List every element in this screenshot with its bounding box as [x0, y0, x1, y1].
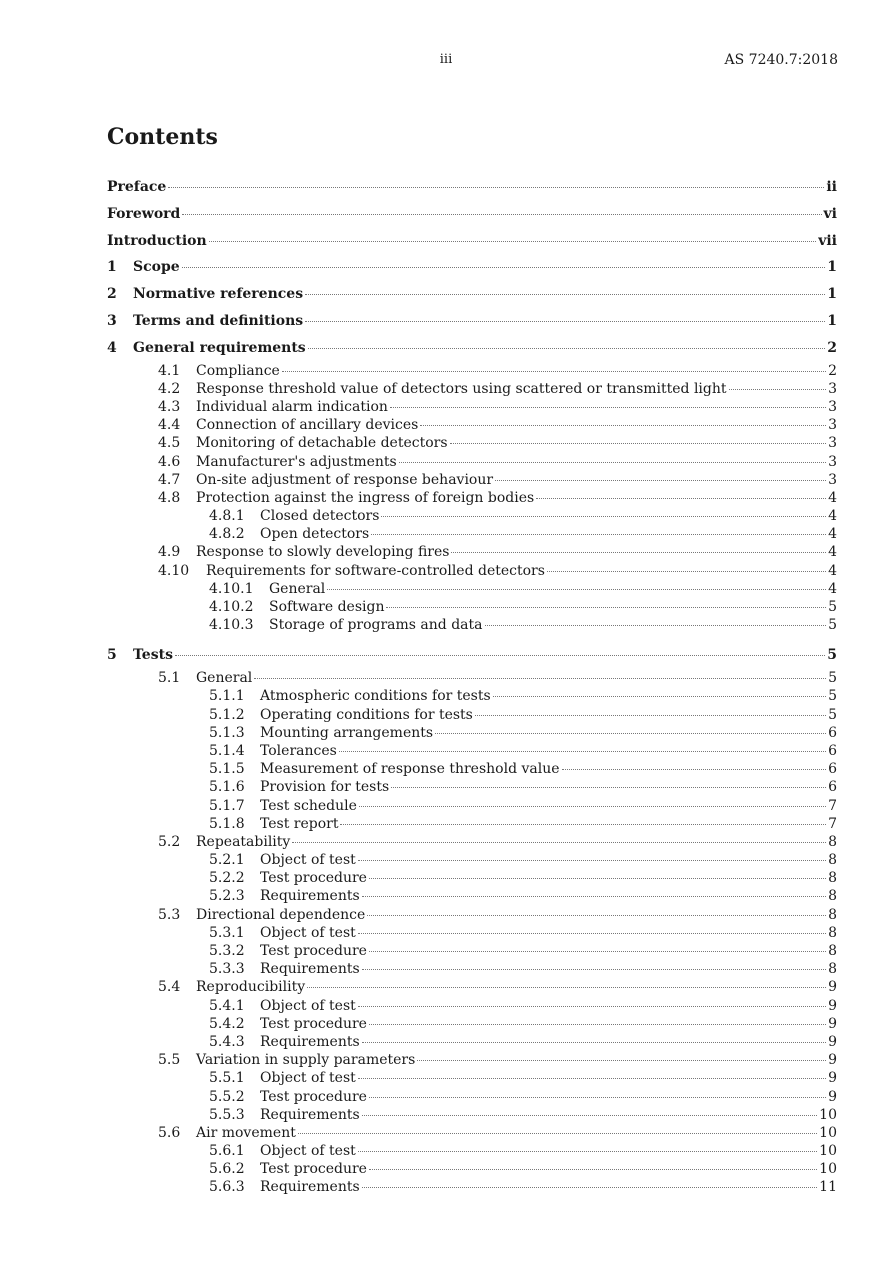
- toc-entry-page: 1: [827, 286, 837, 303]
- toc-entry-label: Preface: [107, 179, 167, 195]
- toc-entry[interactable]: [107, 887, 837, 905]
- toc-entry[interactable]: [107, 760, 837, 778]
- dot-leader: [369, 1024, 826, 1025]
- toc-entry-label: Test procedure: [260, 870, 367, 887]
- toc-entry-label: Requirements: [260, 961, 360, 978]
- toc-entry-number: 5.2.1: [209, 852, 245, 869]
- toc-entry-label: Manufacturer's adjustments: [196, 453, 397, 470]
- toc-entry-page: 9: [828, 1088, 837, 1105]
- toc-entry-label: Test procedure: [260, 1161, 367, 1178]
- toc-entry[interactable]: [107, 616, 837, 634]
- toc-entry-label: Test report: [260, 815, 339, 832]
- dot-leader: [254, 678, 826, 679]
- toc-entry-page: 3: [828, 398, 837, 415]
- toc-entry-label: Normative references: [133, 286, 304, 303]
- toc-entry-label: Terms and definitions: [133, 312, 304, 329]
- dot-leader: [420, 425, 826, 426]
- toc-entry-number: 5.1.4: [209, 742, 245, 759]
- dot-leader: [451, 552, 826, 553]
- dot-leader: [493, 696, 826, 697]
- toc-entry-label: General: [196, 670, 253, 687]
- toc-entry-label: Introduction: [107, 232, 207, 249]
- toc-entry-label: Directional dependence: [196, 906, 366, 923]
- toc-entry-number: 5.1.2: [209, 706, 245, 723]
- dot-leader: [298, 1133, 817, 1134]
- toc-entry-page: ii: [826, 179, 837, 195]
- dot-leader: [369, 1169, 817, 1170]
- toc-entry-number: 4.8.1: [209, 508, 245, 525]
- toc-entry-number: 5.4.2: [209, 1015, 245, 1032]
- toc-entry[interactable]: [107, 997, 837, 1015]
- toc-entry[interactable]: [107, 669, 837, 687]
- page-number: iii: [439, 52, 453, 67]
- toc-entry-label: Monitoring of detachable detectors: [196, 435, 448, 452]
- toc-entry-page: 2: [827, 339, 837, 356]
- toc-entry[interactable]: [107, 687, 837, 705]
- dot-leader: [562, 769, 827, 770]
- dot-leader: [369, 951, 826, 952]
- dot-leader: [209, 241, 817, 242]
- dot-leader: [371, 534, 826, 535]
- dot-leader: [485, 625, 827, 626]
- toc-entry-page: 2: [828, 362, 837, 379]
- toc-entry-number: 5.2.2: [209, 870, 245, 887]
- toc-entry[interactable]: [107, 201, 837, 228]
- toc-entry-number: 5.6.3: [209, 1179, 245, 1196]
- toc-entry-label: Test schedule: [260, 797, 357, 814]
- toc-entry-page: 4: [828, 580, 837, 597]
- dot-leader: [182, 214, 821, 215]
- toc-entry[interactable]: [107, 778, 837, 796]
- toc-entry-number: 5: [107, 647, 117, 664]
- toc-entry-page: 9: [828, 1070, 837, 1087]
- toc-entry-page: 4: [828, 544, 837, 561]
- toc-entry-page: 3: [828, 471, 837, 488]
- toc-entry-number: 4.8: [158, 489, 181, 506]
- dot-leader: [305, 294, 825, 295]
- dot-leader: [399, 462, 826, 463]
- toc-entry-number: 1: [107, 259, 117, 276]
- toc-entry-label: Open detectors: [260, 526, 370, 543]
- toc-entry-number: 4.10.2: [209, 599, 254, 616]
- toc-entry-label: Protection against the ingress of foreign bodies: [196, 489, 535, 506]
- toc-entry-number: 4.9: [158, 544, 181, 561]
- toc-entry-number: 5.3: [158, 906, 181, 923]
- toc-entry[interactable]: [107, 598, 837, 616]
- toc-entry-page: 8: [828, 833, 837, 850]
- toc-entry[interactable]: [107, 489, 837, 507]
- toc-entry[interactable]: [107, 1015, 837, 1033]
- toc-entry-label: Mounting arrangements: [260, 724, 434, 741]
- dot-leader: [362, 896, 826, 897]
- toc-entry-label: Foreword: [107, 205, 181, 222]
- toc-entry-page: 8: [828, 961, 837, 978]
- toc-entry-page: 6: [828, 724, 837, 741]
- toc-entry-page: 9: [828, 1015, 837, 1032]
- toc-entry-page: 5: [828, 617, 837, 634]
- toc-entry-number: 4.7: [158, 471, 181, 488]
- toc-entry-label: Repeatability: [196, 833, 291, 850]
- toc-entry-page: 4: [828, 562, 837, 579]
- toc-entry[interactable]: [107, 960, 837, 978]
- toc-entry-label: Object of test: [260, 852, 356, 869]
- dot-leader: [340, 824, 826, 825]
- toc-entry-number: 2: [107, 286, 117, 303]
- dot-leader: [536, 498, 826, 499]
- dot-leader: [475, 715, 826, 716]
- toc-entry-label: Air movement: [196, 1124, 296, 1141]
- toc-entry-page: 11: [819, 1179, 837, 1196]
- toc-entry[interactable]: [107, 281, 837, 308]
- toc-entry-number: 5.5: [158, 1052, 181, 1069]
- toc-entry-page: 10: [819, 1124, 837, 1141]
- dot-leader: [308, 348, 826, 349]
- toc-entry-label: Requirements: [260, 1033, 360, 1050]
- toc-entry-page: 8: [828, 852, 837, 869]
- toc-entry[interactable]: [107, 543, 837, 561]
- dot-leader: [369, 1097, 826, 1098]
- toc-entry-page: 3: [828, 453, 837, 470]
- toc-entry-label: Requirements: [260, 1179, 360, 1196]
- toc-entry-number: 4.5: [158, 435, 181, 452]
- toc-entry-label: Object of test: [260, 1070, 356, 1087]
- toc-entry[interactable]: [107, 906, 837, 924]
- dot-leader: [362, 969, 826, 970]
- toc-entry-label: Closed detectors: [260, 508, 380, 525]
- toc-entry[interactable]: [107, 1160, 837, 1178]
- toc-entry-page: 10: [819, 1106, 837, 1123]
- toc-entry-page: 8: [828, 924, 837, 941]
- toc-entry[interactable]: [107, 254, 837, 281]
- toc-entry[interactable]: [107, 562, 837, 580]
- toc-entry-label: Response threshold value of detectors using scattered or transmitted light: [196, 380, 727, 397]
- toc-entry[interactable]: [107, 1142, 837, 1160]
- toc-entry-number: 5.2.3: [209, 888, 245, 905]
- toc-entry-number: 4.10: [158, 562, 190, 579]
- toc-entry-number: 5.1.5: [209, 761, 245, 778]
- toc-entry-page: 3: [828, 435, 837, 452]
- dot-leader: [362, 1187, 818, 1188]
- toc-entry[interactable]: [107, 1178, 837, 1196]
- toc-entry-label: Test procedure: [260, 1015, 367, 1032]
- toc-entry-page: 8: [828, 943, 837, 959]
- toc-entry-page: 8: [828, 906, 837, 923]
- toc-entry-number: 5.1: [158, 670, 181, 687]
- toc-entry-number: 5.5.1: [209, 1070, 245, 1087]
- toc-entry-page: 5: [828, 688, 837, 705]
- dot-leader: [327, 589, 826, 590]
- toc-entry-number: 5.1.3: [209, 724, 245, 741]
- toc-entry-label: Object of test: [260, 924, 356, 941]
- toc-entry-label: Compliance: [196, 362, 280, 379]
- toc-entry-page: 6: [828, 761, 837, 778]
- toc-entry-page: 7: [828, 797, 837, 814]
- dot-leader: [391, 787, 826, 788]
- toc-entry-number: 5.1.1: [209, 688, 245, 705]
- toc-entry-label: On-site adjustment of response behaviour: [196, 471, 494, 488]
- toc-entry-label: Tolerances: [260, 742, 337, 759]
- toc-entry-label: Test procedure: [260, 1088, 367, 1105]
- toc-entry[interactable]: [107, 1051, 837, 1069]
- dot-leader: [182, 267, 826, 268]
- toc-entry-label: Requirements for software-controlled detectors: [206, 562, 545, 579]
- toc-entry-label: Software design: [269, 599, 385, 616]
- toc-entry[interactable]: [107, 525, 837, 543]
- toc-entry-number: 4.2: [158, 380, 181, 397]
- dot-leader: [358, 1006, 826, 1007]
- toc-entry-number: 4.4: [158, 417, 181, 434]
- dot-leader: [547, 571, 826, 572]
- dot-leader: [358, 1078, 826, 1079]
- toc-entry-number: 5.6: [158, 1124, 181, 1141]
- dot-leader: [168, 187, 824, 188]
- toc-entry-label: Connection of ancillary devices: [196, 417, 419, 434]
- toc-entry-number: 4.3: [158, 398, 181, 415]
- dot-leader: [367, 915, 826, 916]
- dot-leader: [362, 1042, 826, 1043]
- toc-entry[interactable]: [107, 815, 837, 833]
- toc-entry-label: General requirements: [133, 339, 306, 356]
- dot-leader: [450, 443, 827, 444]
- page-title: Contents: [107, 124, 218, 150]
- dot-leader: [369, 878, 826, 879]
- toc-entry-number: 5.3.1: [209, 924, 245, 941]
- toc-entry-page: 10: [819, 1143, 837, 1160]
- toc-entry-number: 5.3.2: [209, 943, 245, 959]
- toc-entry[interactable]: [107, 580, 837, 598]
- dot-leader: [358, 1151, 817, 1152]
- toc-entry[interactable]: [107, 416, 837, 434]
- dot-leader: [381, 516, 826, 517]
- toc-entry-number: 5.6.2: [209, 1161, 245, 1178]
- toc-entry-number: 5.4.3: [209, 1033, 245, 1050]
- dot-leader: [495, 480, 826, 481]
- toc-entry-label: Tests: [133, 647, 173, 664]
- toc-entry[interactable]: [107, 1033, 837, 1051]
- toc-entry-number: 4.10.1: [209, 580, 254, 597]
- toc-entry-label: Variation in supply parameters: [196, 1052, 416, 1069]
- toc-entry[interactable]: [107, 742, 837, 760]
- toc-entry-number: 4.8.2: [209, 526, 245, 543]
- toc-entry-number: 4.6: [158, 453, 181, 470]
- toc-entry[interactable]: [107, 1124, 837, 1142]
- toc-entry[interactable]: [107, 869, 837, 887]
- toc-entry[interactable]: [107, 398, 837, 416]
- toc-entry-page: 3: [828, 417, 837, 434]
- toc-entry-page: 10: [819, 1161, 837, 1178]
- toc-entry[interactable]: [107, 507, 837, 525]
- toc-entry-page: vii: [818, 232, 837, 249]
- toc-entry[interactable]: [107, 924, 837, 942]
- toc-entry-label: Scope: [133, 259, 180, 276]
- toc-entry-page: 9: [828, 1052, 837, 1069]
- dot-leader: [305, 321, 825, 322]
- toc-entry-number: 5.3.3: [209, 961, 245, 978]
- dot-leader: [362, 1115, 818, 1116]
- toc-entry-page: 1: [827, 259, 837, 276]
- toc-entry-label: Response to slowly developing fires: [196, 544, 450, 561]
- table-of-contents: [107, 174, 837, 1197]
- toc-entry-number: 4.10.3: [209, 617, 254, 634]
- toc-entry[interactable]: [107, 942, 837, 960]
- toc-entry[interactable]: [107, 308, 837, 335]
- toc-entry-page: vi: [823, 205, 837, 222]
- toc-entry-label: Measurement of response threshold value: [260, 761, 560, 778]
- toc-entry[interactable]: [107, 453, 837, 471]
- toc-entry-label: Operating conditions for tests: [260, 706, 473, 723]
- dot-leader: [386, 607, 826, 608]
- document-id: AS 7240.7:2018: [724, 52, 838, 68]
- toc-entry-number: 5.1.8: [209, 815, 245, 832]
- toc-entry-label: Test procedure: [260, 943, 367, 959]
- toc-entry-label: Individual alarm indication: [196, 398, 388, 415]
- toc-entry-page: 5: [828, 706, 837, 723]
- toc-entry-page: 9: [828, 979, 837, 996]
- toc-entry[interactable]: [107, 642, 837, 669]
- dot-leader: [729, 389, 827, 390]
- toc-entry[interactable]: [107, 851, 837, 869]
- toc-entry[interactable]: [107, 797, 837, 815]
- toc-entry[interactable]: [107, 380, 837, 398]
- dot-leader: [359, 806, 826, 807]
- toc-entry-page: 8: [828, 888, 837, 905]
- toc-entry[interactable]: [107, 833, 837, 851]
- toc-entry-page: 4: [828, 489, 837, 506]
- toc-entry-number: 5.5.2: [209, 1088, 245, 1105]
- toc-entry-label: Reproducibility: [196, 979, 306, 996]
- toc-entry[interactable]: [107, 978, 837, 996]
- toc-entry[interactable]: [107, 1088, 837, 1106]
- toc-entry-page: 3: [828, 380, 837, 397]
- toc-entry-number: 5.1.6: [209, 779, 245, 796]
- toc-entry-page: 5: [828, 599, 837, 616]
- toc-entry-label: Storage of programs and data: [269, 617, 483, 634]
- dot-leader: [358, 860, 826, 861]
- toc-entry-number: 5.5.3: [209, 1106, 245, 1123]
- toc-entry[interactable]: [107, 471, 837, 489]
- toc-entry[interactable]: [107, 1106, 837, 1124]
- toc-entry-page: 4: [828, 526, 837, 543]
- dot-leader: [390, 407, 826, 408]
- toc-entry-page: 5: [828, 670, 837, 687]
- toc-entry-number: 5.4.1: [209, 997, 245, 1014]
- dot-leader: [175, 655, 825, 656]
- dot-leader: [282, 371, 826, 372]
- toc-entry-page: 9: [828, 1033, 837, 1050]
- dot-leader: [307, 987, 826, 988]
- toc-entry-number: 5.1.7: [209, 797, 245, 814]
- toc-entry-number: 5.4: [158, 979, 181, 996]
- toc-entry-label: Object of test: [260, 1143, 356, 1160]
- toc-entry[interactable]: [107, 174, 837, 201]
- toc-entry-number: 5.6.1: [209, 1143, 245, 1160]
- toc-entry-label: Object of test: [260, 997, 356, 1014]
- toc-entry-page: 6: [828, 779, 837, 796]
- toc-entry[interactable]: [107, 362, 837, 380]
- toc-entry-number: 4: [107, 339, 117, 356]
- toc-entry-page: 6: [828, 742, 837, 759]
- toc-entry-page: 5: [827, 647, 837, 664]
- toc-entry-number: 3: [107, 312, 117, 329]
- toc-entry-label: Requirements: [260, 1106, 360, 1123]
- toc-entry[interactable]: [107, 1069, 837, 1087]
- dot-leader: [358, 933, 826, 934]
- toc-entry-label: Requirements: [260, 888, 360, 905]
- dot-leader: [435, 733, 826, 734]
- toc-entry-label: General: [269, 580, 326, 597]
- toc-entry-number: 4.1: [158, 362, 181, 379]
- toc-entry[interactable]: [107, 335, 837, 362]
- toc-entry[interactable]: [107, 434, 837, 452]
- toc-entry-page: 1: [827, 312, 837, 329]
- toc-entry-page: 7: [828, 815, 837, 832]
- dot-leader: [292, 842, 826, 843]
- toc-entry[interactable]: [107, 724, 837, 742]
- toc-entry-label: Atmospheric conditions for tests: [260, 688, 491, 705]
- dot-leader: [339, 751, 826, 752]
- toc-entry-page: 4: [828, 508, 837, 525]
- toc-entry-number: 5.2: [158, 833, 181, 850]
- toc-entry-label: Provision for tests: [260, 779, 390, 796]
- toc-entry-page: 8: [828, 870, 837, 887]
- toc-entry[interactable]: [107, 706, 837, 724]
- dot-leader: [417, 1060, 826, 1061]
- toc-entry-page: 9: [828, 997, 837, 1014]
- toc-entry[interactable]: [107, 228, 837, 255]
